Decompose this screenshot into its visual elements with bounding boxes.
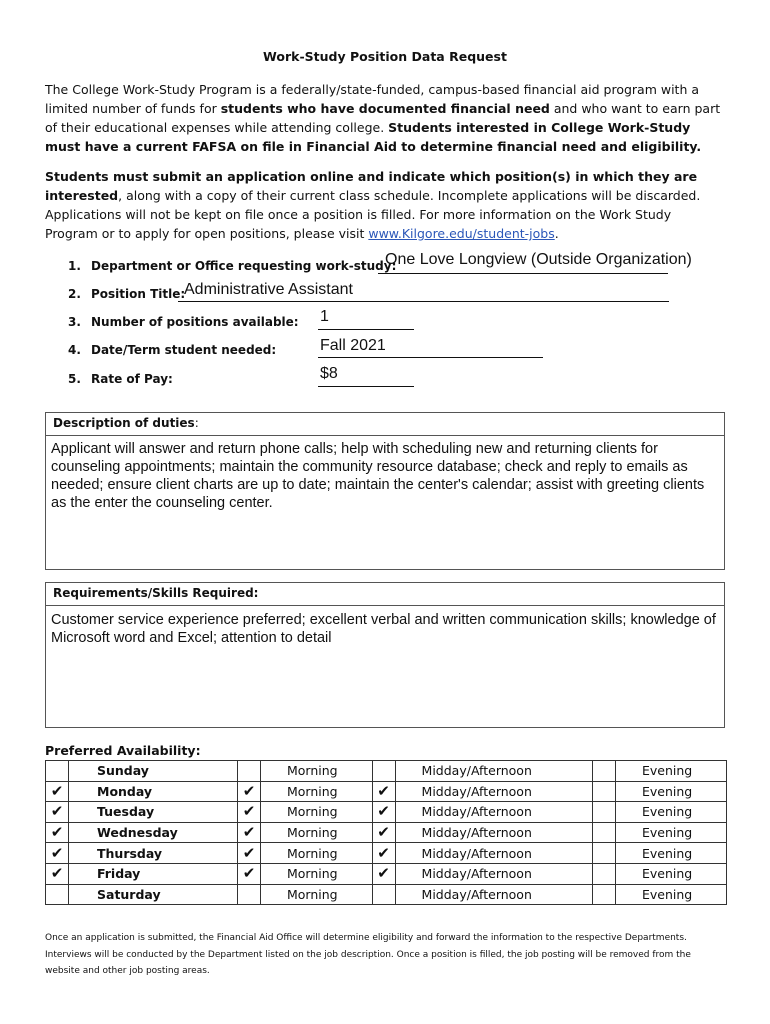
availability-row — [46, 884, 727, 905]
field-number: 4. — [68, 343, 81, 357]
department-underline — [378, 273, 668, 274]
availability-row — [46, 863, 727, 884]
availability-table — [45, 760, 727, 905]
positions-available-value[interactable]: 1 — [320, 308, 329, 325]
morning-label: Morning — [261, 802, 373, 823]
morning-checkbox[interactable]: ✔ — [238, 802, 261, 823]
date-term-value[interactable]: Fall 2021 — [320, 337, 386, 354]
date-term-underline — [318, 357, 543, 358]
availability-row — [46, 843, 727, 864]
midday-label: Midday/Afternoon — [395, 843, 592, 864]
description-heading — [53, 416, 199, 430]
day-checkbox[interactable] — [46, 761, 69, 782]
midday-checkbox[interactable]: ✔ — [372, 802, 395, 823]
day-checkbox[interactable]: ✔ — [46, 802, 69, 823]
evening-label: Evening — [615, 761, 726, 782]
evening-label: Evening — [615, 863, 726, 884]
intro-bold-need: students who have documented financial need — [220, 101, 550, 116]
availability-row — [46, 761, 727, 782]
evening-checkbox[interactable] — [592, 802, 615, 823]
field-number: 3. — [68, 315, 81, 329]
midday-label: Midday/Afternoon — [395, 802, 592, 823]
morning-label: Morning — [261, 884, 373, 905]
evening-checkbox[interactable] — [592, 863, 615, 884]
midday-checkbox[interactable] — [372, 761, 395, 782]
day-label: Thursday — [69, 843, 238, 864]
description-text: Applicant will answer and return phone calls; help with scheduling new and returning clients for counseling appointments; maintain the community resource database; check and reply to emails as needed; ensure client charts are up to date; maintain the center's calendar; assist with greeting clients as the enter the counseling center. — [51, 441, 705, 511]
day-label: Tuesday — [69, 802, 238, 823]
intro-bold-submit: Students must submit an application online and indicate which position(s) in which they are interested — [45, 169, 698, 203]
midday-label: Midday/Afternoon — [395, 761, 592, 782]
positions-available-label: Number of positions available: — [91, 315, 299, 329]
description-heading-colon: : — [194, 416, 199, 430]
morning-label: Morning — [261, 781, 373, 802]
morning-label: Morning — [261, 761, 373, 782]
requirements-heading: Requirements/Skills Required: — [53, 586, 259, 600]
day-checkbox[interactable]: ✔ — [46, 843, 69, 864]
intro-text: and who want to earn part of their educational expenses while attending college. — [45, 101, 721, 135]
day-label: Saturday — [69, 884, 238, 905]
morning-label: Morning — [261, 822, 373, 843]
midday-checkbox[interactable]: ✔ — [372, 863, 395, 884]
day-label: Wednesday — [69, 822, 238, 843]
evening-checkbox[interactable] — [592, 781, 615, 802]
evening-label: Evening — [615, 802, 726, 823]
description-heading-text: Description of duties — [53, 416, 195, 430]
evening-checkbox[interactable] — [592, 822, 615, 843]
midday-checkbox[interactable]: ✔ — [372, 822, 395, 843]
midday-label: Midday/Afternoon — [395, 822, 592, 843]
availability-heading: Preferred Availability: — [45, 743, 201, 758]
date-term-label: Date/Term student needed: — [91, 343, 277, 357]
day-label: Friday — [69, 863, 238, 884]
day-checkbox[interactable]: ✔ — [46, 781, 69, 802]
midday-checkbox[interactable] — [372, 884, 395, 905]
position-title-value[interactable]: Administrative Assistant — [184, 281, 353, 298]
midday-checkbox[interactable]: ✔ — [372, 843, 395, 864]
field-number: 2. — [68, 287, 81, 301]
evening-label: Evening — [615, 884, 726, 905]
day-checkbox[interactable]: ✔ — [46, 863, 69, 884]
morning-checkbox[interactable]: ✔ — [238, 863, 261, 884]
intro-bold-fafsa: Students interested in College Work-Study must have a current FAFSA on file in Financial Aid to determine financial need and eligibility. — [45, 120, 702, 154]
rate-of-pay-underline — [318, 386, 414, 387]
availability-row — [46, 781, 727, 802]
field-number: 1. — [68, 259, 81, 273]
department-value[interactable]: One Love Longview (Outside Organization) — [385, 251, 692, 268]
morning-label: Morning — [261, 863, 373, 884]
morning-checkbox[interactable] — [238, 761, 261, 782]
evening-label: Evening — [615, 781, 726, 802]
morning-checkbox[interactable]: ✔ — [238, 822, 261, 843]
midday-label: Midday/Afternoon — [395, 884, 592, 905]
morning-checkbox[interactable] — [238, 884, 261, 905]
intro-paragraph-1 — [45, 80, 727, 156]
department-label: Department or Office requesting work-study: — [91, 259, 397, 273]
availability-row — [46, 822, 727, 843]
day-label: Sunday — [69, 761, 238, 782]
midday-label: Midday/Afternoon — [395, 863, 592, 884]
student-jobs-link[interactable]: www.Kilgore.edu/student-jobs — [368, 226, 555, 241]
evening-checkbox[interactable] — [592, 884, 615, 905]
position-title-label: Position Title: — [91, 287, 186, 301]
evening-checkbox[interactable] — [592, 843, 615, 864]
morning-checkbox[interactable]: ✔ — [238, 843, 261, 864]
positions-available-underline — [318, 329, 414, 330]
intro-text: , along with a copy of their current class schedule. Incomplete applications will be discarded. Applications will not be kept on file once a position is filled. For more information on the Work Study Program or to apply for open positions, please visit — [45, 188, 701, 241]
evening-label: Evening — [615, 843, 726, 864]
requirements-text: Customer service experience preferred; excellent verbal and written communication skills; knowledge of Microsoft word and Excel; attention to detail — [51, 612, 716, 646]
day-label: Monday — [69, 781, 238, 802]
evening-label: Evening — [615, 822, 726, 843]
rate-of-pay-label: Rate of Pay: — [91, 372, 173, 386]
evening-checkbox[interactable] — [592, 761, 615, 782]
midday-checkbox[interactable]: ✔ — [372, 781, 395, 802]
day-checkbox[interactable] — [46, 884, 69, 905]
morning-label: Morning — [261, 843, 373, 864]
intro-paragraph-2 — [45, 167, 727, 243]
intro-text: The College Work-Study Program is a federally/state-funded, campus-based financial aid program with a limited number of funds for — [45, 82, 700, 116]
morning-checkbox[interactable]: ✔ — [238, 781, 261, 802]
intro-text: . — [554, 226, 559, 241]
page-title: Work-Study Position Data Request — [263, 49, 507, 64]
midday-label: Midday/Afternoon — [395, 781, 592, 802]
position-title-underline — [178, 301, 669, 302]
availability-row — [46, 802, 727, 823]
footer-note: Once an application is submitted, the Financial Aid Office will determine eligibility and forward the information to the respective Departments. Interviews will be conducted by the Department listed on the job description. Once a position is filled, the job posting will be removed from the website and other job posting areas. — [45, 933, 691, 976]
day-checkbox[interactable]: ✔ — [46, 822, 69, 843]
field-number: 5. — [68, 372, 81, 386]
rate-of-pay-value[interactable]: $8 — [320, 365, 338, 382]
